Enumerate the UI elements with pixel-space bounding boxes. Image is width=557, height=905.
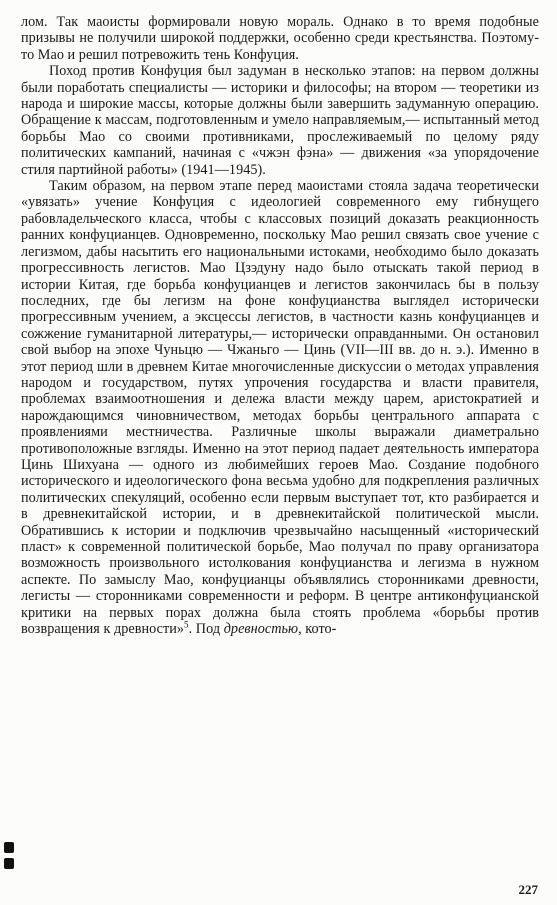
page-number: 227 (518, 882, 538, 897)
paragraph-3-end: , кото- (298, 621, 337, 638)
margin-mark-bottom (4, 858, 14, 869)
paragraph-3-body: Таким образом, на первом этапе перед маоистами стояла задача теоретически «увязать» учение Конфуция с идеологией современного ему гибнущего рабовладельческого класса, чтобы с классовых позиций доказать реакционность ранних конфуцианцев. Одновременно, поскольку Мао решил связать свое учение с легизмом, дабы насытить его национальными истоками, необходимо было доказать прогрессивность легистов. Мао Цзэдуну надо было отыскать такой период в истории Китая, где борьба конфуцианцев и легистов закончилась бы в пользу последних, где бы легизм на фоне конфуцианства выглядел исторически прогрессивным учением, а эксцессы легистов, в частности казнь конфуцианцев и сожжение гуманитарной литературы,— исторически оправданными. Он остановил свой выбор на эпохе Чуньцю — Чжаньго — Цинь (VII—III вв. до н. э.). Именно в этот период шли в древнем Китае многочисленные дискуссии о методах управления народом и государством, путях упрочения государства и власти правителя, проблемах взаимоотношения и дележа власти между царем, аристократией и нарождающимся чиновничеством, методах борьбы центрального аппарата с проявлениями местничества. Различные школы выражали диаметрально противоположные взгляды. Именно на этот период падает деятельность императора Цинь Шихуана — одного из любимейших героев Мао. Создание подобного исторического и идеологического фона весьма удобно для подкрепления различных политических спекуляций, особенно если первым выступает тот, кто разбирается и в древнекитайской истории, и в древнекитайской политической мысли. Обратившись к истории и подключив чрезвычайно насыщенный «исторический пласт» к современной политической борьбе, Мао получал по праву организатора возможность произвольного истолкования конфуцианства и легизма в нужном аспекте. По замыслу Мао, конфуцианцы объявлялись сторонниками древности, легисты — сторонниками современности и реформ. В центре антиконфуцианской критики на первых порах должна была стоять проблема «борьбы против возвращения к древности» (21, 178, 539, 638)
paragraph-1: лом. Так маоисты формировали новую мораль. Однако в то время подобные призывы не получили широкой поддержки, особенно среди крестьянства. Поэтому-то Мао и решил потревожить тень Конфуция. (21, 14, 539, 63)
paragraph-2: Поход против Конфуция был задуман в несколько этапов: на первом должны были поработать специалисты — историки и философы; на втором — теоретики из народа и широкие массы, которые должны были завершить задуманную операцию. Обращение к массам, подготовленным и умело направляемым,— испытанный метод борьбы Мао со своими противниками, прослеживаемый по целому ряду политических кампаний, начиная с «чжэн фэна» — движения «за упорядочение стиля партийной работы» (1941—1945). (21, 63, 539, 178)
paragraph-3 (21, 178, 539, 637)
text-block (21, 14, 539, 637)
paragraph-3-tail: . Под (188, 621, 224, 638)
footnote-marker: 5 (184, 619, 189, 630)
paragraph-3-italic: древностью (223, 621, 299, 638)
margin-mark-top (4, 842, 14, 853)
